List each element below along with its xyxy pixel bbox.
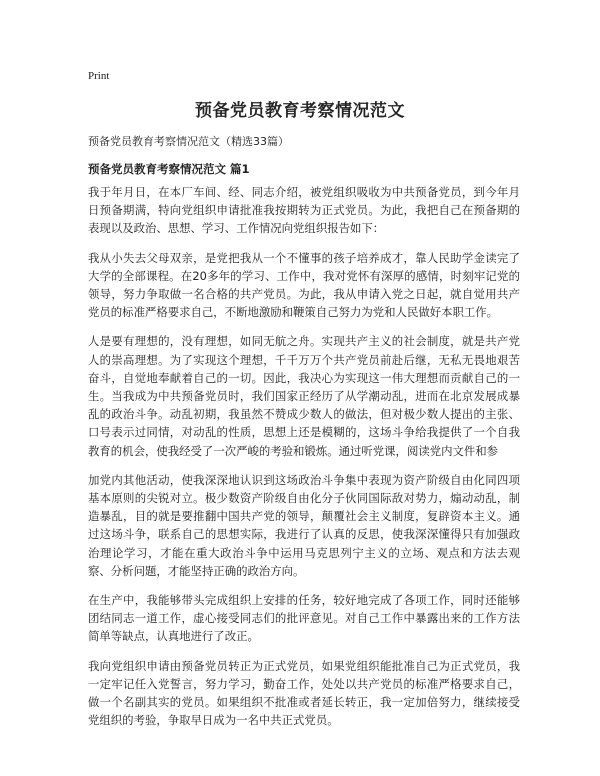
paragraph: 我于年月日，在本厂车间、经、同志介绍，被党组织吸收为中共预备党员，到今年月日预备期满，特向党组织申请批准我按期转为正式党员。为此，我把自己在预备期的表现以及政治、思想、学习、工作情况向党组织报告如下： xyxy=(88,185,520,236)
paragraph: 我向党组织申请由预备党员转正为正式党员，如果党组织能批准自己为正式党员，我一定牢记任入党誓言，努力学习，勤奋工作，处处以共产党员的标准严格要求自己，做一个名副其实的党员。如果组织不批准或者延长转正，我一定加倍努力，继续接受党组织的考验，争取早日成为一名中共正式党员。 xyxy=(88,658,520,728)
document-body xyxy=(88,183,520,740)
paragraph: 人是要有理想的，没有理想，如同无航之舟。实现共产主义的社会制度，就是共产党人的崇高理想。为了实现这个理想，千千万万个共产党员前赴后继，无私无畏地艰苦奋斗，自觉地奉献着自己的一切。因此，我决心为实现这一伟大理想而贡献自己的一生。当我成为中共预备党员时，我们国家正经历了从学潮动乱，进而在北京发展成暴乱的政治斗争。动乱初期，我虽然不赞成少数人的做法，但对极少数人提出的主张、口号表示过同情，对动乱的性质，思想上还是模糊的，这场斗争给我提供了一个自我教育的机会，使我经受了一次严峻的考验和锻炼。通过听党课，阅读党内文件和参 xyxy=(88,334,520,458)
document-subtitle: 预备党员教育考察情况范文（精选33篇） xyxy=(88,135,289,148)
paragraph: 加党内其他活动，使我深深地认识到这场政治斗争集中表现为资产阶级自由化同四项基本原则的尖锐对立。极少数资产阶级自由化分子伙同国际敌对势力，煽动动乱，制造暴乱，目的就是要推翻中国共产党的领导，颠覆社会主义制度，复辟资本主义。通过这场斗争，联系自己的思想实际，我进行了认真的反思，使我深深懂得只有加强政治理论学习，才能在重大政治斗争中运用马克思列宁主义的立场、观点和方法去观察、分析问题，才能坚持正确的政治方向。 xyxy=(88,472,520,578)
paragraph: 我从小失去父母双亲，是党把我从一个不懂事的孩子培养成才，靠人民助学金读完了大学的全部课程。在20多年的学习、工作中，我对党怀有深厚的感情，时刻牢记党的领导，努力争取做一名合格的共产党员。为此，我从申请入党之日起，就自觉用共产党员的标准严格要求自己，不断地激励和鞭策自己努力为党和人民做好本职工作。 xyxy=(88,250,520,320)
print-link[interactable]: Print xyxy=(88,70,110,82)
section-heading: 预备党员教育考察情况范文 篇1 xyxy=(88,162,250,176)
page-title: 预备党员教育考察情况范文 xyxy=(195,101,405,121)
paragraph: 在生产中，我能够带头完成组织上安排的任务，较好地完成了各项工作，同时还能够团结同志一道工作，虚心接受同志们的批评意见。对自己工作中暴露出来的工作方法简单等缺点，认真地进行了改正。 xyxy=(88,593,520,644)
